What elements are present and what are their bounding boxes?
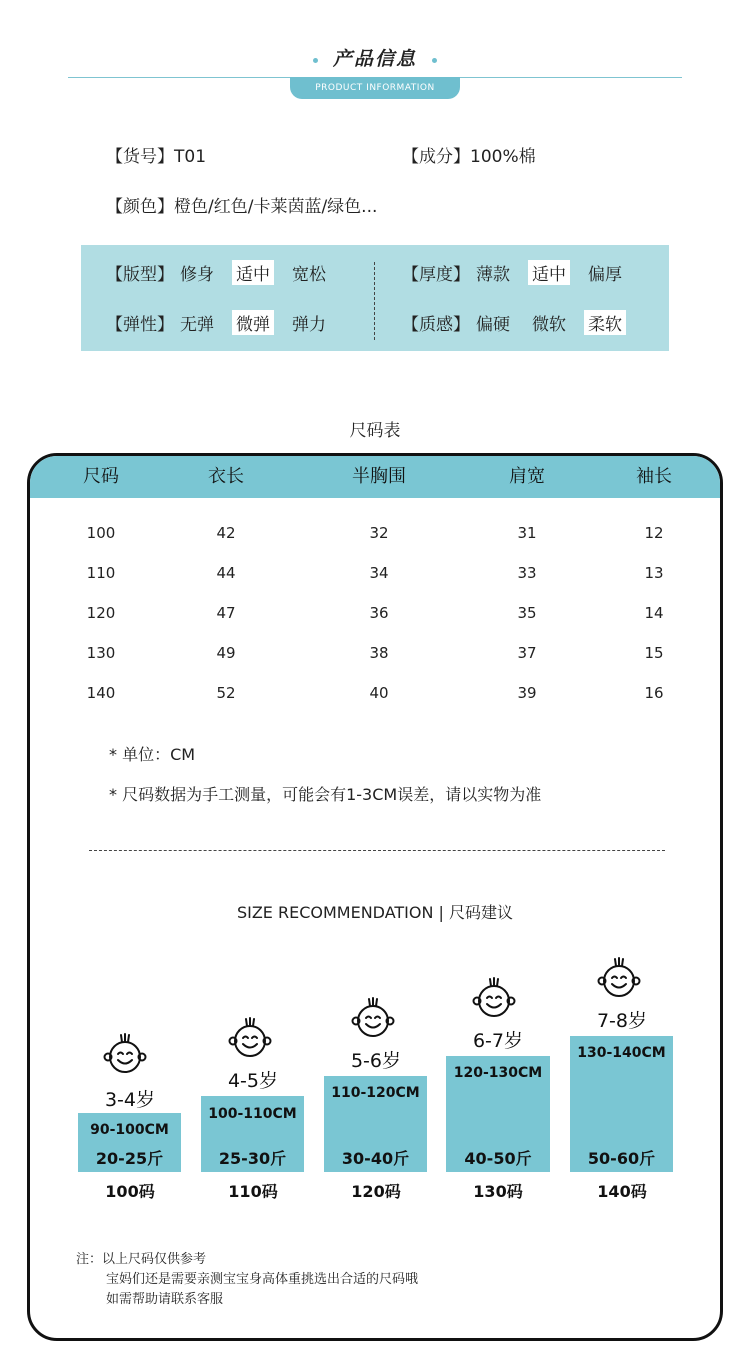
- size-label: 120码: [351, 1182, 401, 1201]
- table-cell: 140: [86, 684, 116, 702]
- section-subtitle: PRODUCT INFORMATION: [290, 77, 460, 99]
- age-label: 7-8岁: [596, 1010, 648, 1032]
- column-header: 衣长: [208, 466, 244, 487]
- column-header: 肩宽: [509, 466, 545, 487]
- table-header: [30, 456, 720, 498]
- table-cell: 12: [644, 524, 664, 542]
- size-label: 130码: [473, 1182, 523, 1201]
- table-cell: 14: [644, 604, 664, 622]
- age-label: 3-4岁: [104, 1089, 156, 1111]
- table-cell: 40: [369, 684, 389, 702]
- baby-face-icon: [101, 1031, 149, 1075]
- table-cell: 44: [216, 564, 236, 582]
- attr-fit-label: 【版型】: [106, 265, 174, 285]
- height-range: 130-140CM: [577, 1045, 666, 1061]
- attr-fit-option: 修身: [180, 265, 214, 285]
- baby-face-icon: [226, 1015, 274, 1059]
- height-range: 110-120CM: [331, 1085, 420, 1101]
- attr-elasticity-option: 无弹: [180, 315, 214, 335]
- size-chart-frame: [27, 453, 723, 1341]
- table-cell: 13: [644, 564, 664, 582]
- attr-fit: [106, 260, 344, 285]
- baby-face-icon: [470, 975, 518, 1019]
- age-label: 4-5岁: [227, 1070, 279, 1092]
- weight-range: 30-40斤: [341, 1149, 410, 1168]
- attr-fit-option-selected: 适中: [232, 260, 274, 285]
- weight-range: 40-50斤: [464, 1149, 532, 1168]
- table-cell: 49: [216, 644, 236, 662]
- table-cell: 15: [644, 644, 664, 662]
- size-label: 100码: [105, 1182, 155, 1201]
- size-label: 110码: [228, 1182, 278, 1201]
- attr-texture-label: 【质感】: [402, 315, 470, 335]
- footnote-line: 注：以上尺码仅供参考: [76, 1252, 207, 1267]
- weight-range: 50-60斤: [587, 1149, 656, 1168]
- decor-dot-right: [432, 58, 437, 63]
- age-label: 6-7岁: [472, 1030, 524, 1052]
- composition: [402, 142, 536, 167]
- table-cell: 39: [517, 684, 537, 702]
- measurement-note: * 尺码数据为手工测量，可能会有1-3CM误差，请以实物为准: [109, 785, 542, 804]
- footnote-line: 如需帮助请联系客服: [106, 1292, 224, 1307]
- size-label: 140码: [597, 1182, 647, 1201]
- baby-face-icon: [595, 955, 643, 999]
- table-cell: 38: [369, 644, 389, 662]
- colors: [106, 192, 377, 217]
- table-cell: 42: [216, 524, 236, 542]
- table-cell: 52: [216, 684, 236, 702]
- attr-texture-option: 偏硬: [476, 315, 510, 335]
- column-header: 袖长: [636, 466, 672, 487]
- table-cell: 100: [86, 524, 116, 542]
- composition-label: 【成分】: [402, 147, 470, 167]
- weight-range: 25-30斤: [218, 1149, 287, 1168]
- item-number: [106, 142, 206, 167]
- table-cell: 35: [517, 604, 537, 622]
- table-row: [30, 604, 720, 628]
- table-cell: 130: [86, 644, 116, 662]
- height-range: 90-100CM: [90, 1122, 169, 1138]
- table-row: [30, 684, 720, 708]
- composition-value: 100%棉: [470, 147, 536, 167]
- colors-value: 橙色/红色/卡莱茵蓝/绿色...: [174, 197, 378, 217]
- table-row: [30, 564, 720, 588]
- attr-texture-option: 微软: [532, 315, 566, 335]
- attr-thickness-option: 薄款: [476, 265, 510, 285]
- attr-elasticity-label: 【弹性】: [106, 315, 174, 335]
- height-range: 100-110CM: [208, 1106, 297, 1122]
- attr-elasticity: [106, 310, 344, 335]
- attr-elasticity-option: 弹力: [292, 315, 326, 335]
- attr-elasticity-option-selected: 微弹: [232, 310, 274, 335]
- weight-range: 20-25斤: [95, 1149, 164, 1168]
- section-title: 产品信息: [332, 48, 417, 70]
- table-cell: 110: [86, 564, 116, 582]
- table-cell: 37: [517, 644, 537, 662]
- attr-thickness-option: 偏厚: [588, 265, 622, 285]
- attr-texture: [402, 310, 640, 335]
- height-range: 120-130CM: [453, 1065, 543, 1081]
- attr-thickness-label: 【厚度】: [402, 265, 470, 285]
- table-cell: 33: [517, 564, 537, 582]
- column-header: 半胸围: [352, 466, 406, 487]
- attr-fit-option: 宽松: [292, 265, 326, 285]
- dashed-divider: [89, 850, 665, 851]
- panel-divider: [374, 262, 375, 340]
- table-row: [30, 644, 720, 668]
- table-cell: 120: [86, 604, 116, 622]
- table-cell: 36: [369, 604, 389, 622]
- table-cell: 34: [369, 564, 389, 582]
- unit-note: * 单位：CM: [109, 745, 196, 764]
- table-row: [30, 524, 720, 548]
- baby-face-icon: [349, 995, 397, 1039]
- attr-texture-option-selected: 柔软: [584, 310, 626, 335]
- attr-thickness-option-selected: 适中: [528, 260, 570, 285]
- table-cell: 32: [369, 524, 389, 542]
- age-label: 5-6岁: [350, 1050, 402, 1072]
- column-header: 尺码: [83, 466, 119, 487]
- footnote-line: 宝妈们还是需要亲测宝宝身高体重挑选出合适的尺码哦: [106, 1272, 419, 1287]
- attr-thickness: [402, 260, 640, 285]
- colors-label: 【颜色】: [106, 197, 174, 217]
- table-cell: 31: [517, 524, 537, 542]
- table-cell: 16: [644, 684, 664, 702]
- item-number-label: 【货号】: [106, 147, 174, 167]
- size-recommendation-title: SIZE RECOMMENDATION | 尺码建议: [236, 903, 514, 922]
- item-number-value: T01: [174, 147, 207, 167]
- table-cell: 47: [216, 604, 236, 622]
- size-table-title: 尺码表: [349, 421, 401, 441]
